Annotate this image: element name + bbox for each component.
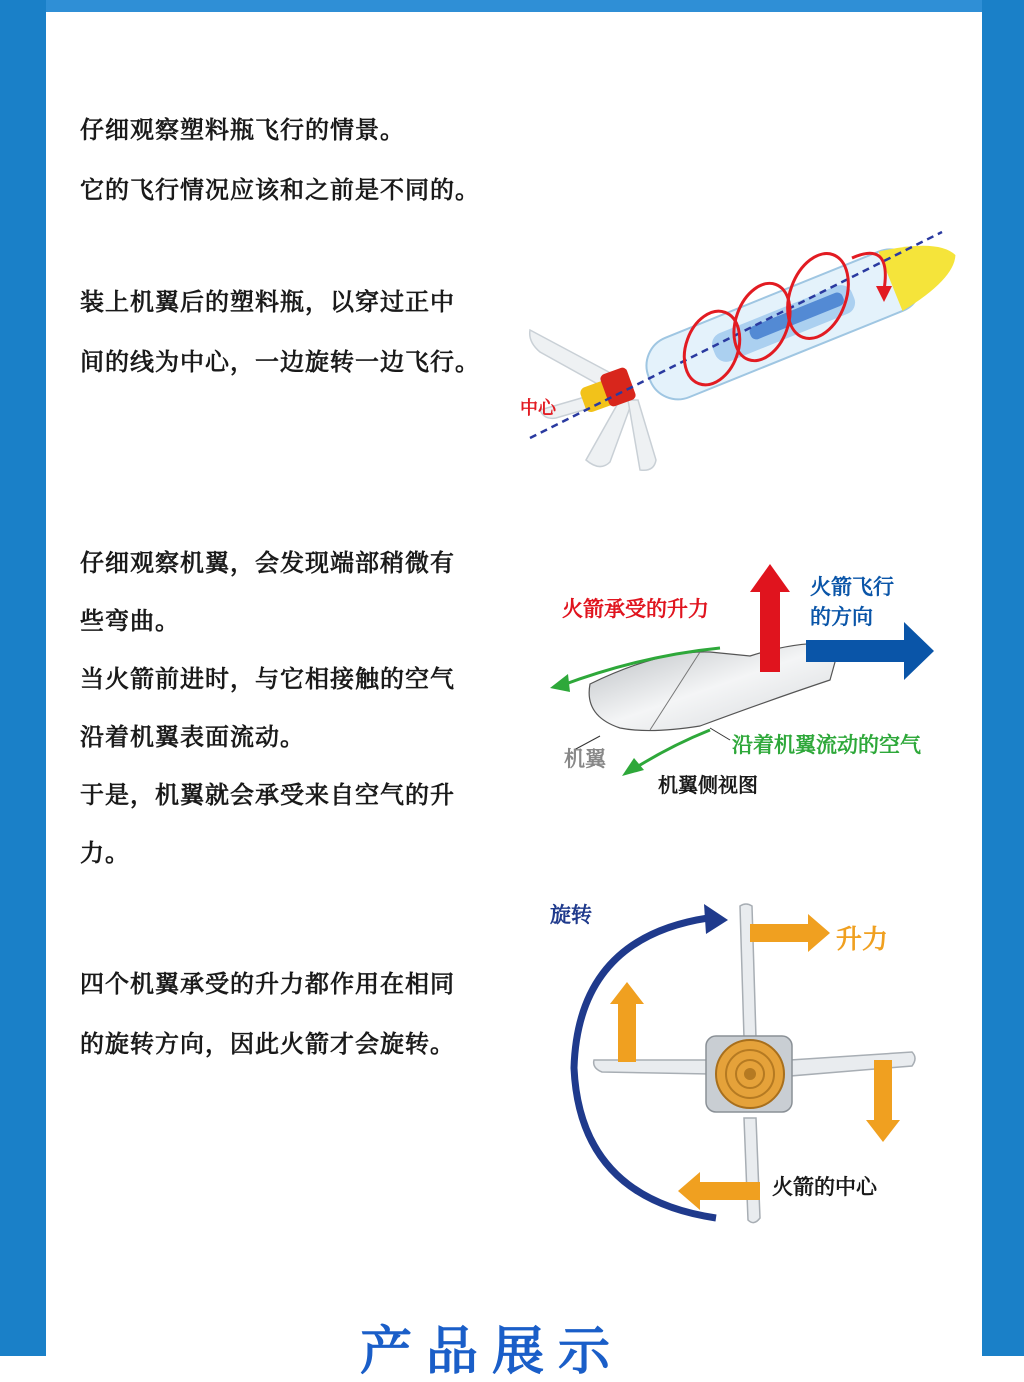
wing-line-1: 仔细观察机翼，会发现端部稍微有	[80, 549, 455, 577]
rotation-lift-paragraph	[80, 954, 455, 1074]
rotation-label: 旋转	[550, 903, 592, 927]
wing-line-5: 于是，机翼就会承受来自空气的升	[80, 781, 455, 809]
rocket-center-label: 火箭的中心	[772, 1175, 877, 1199]
wing-line-6: 力。	[80, 839, 130, 867]
rotation-lift-line-2: 的旋转方向，因此火箭才会旋转。	[80, 1030, 455, 1058]
wing-label: 机翼	[564, 747, 606, 771]
wing-line-3: 当火箭前进时，与它相接触的空气	[80, 665, 455, 693]
airflow-label: 沿着机翼流动的空气	[732, 733, 921, 757]
intro-line-1: 仔细观察塑料瓶飞行的情景。	[80, 116, 405, 144]
airflow-bottom-arrow	[632, 730, 710, 770]
product-showcase-title: 产品展示	[360, 1322, 625, 1382]
wing-paragraph	[80, 534, 455, 882]
rotation-line-2: 间的线为中心，一边旋转一边飞行。	[80, 348, 480, 376]
intro-paragraph	[80, 100, 480, 220]
four-wing-rotation-figure	[540, 888, 980, 1240]
lift-force-label: 升力	[836, 925, 889, 955]
wing-caption: 机翼侧视图	[658, 773, 758, 797]
rotation-paragraph	[80, 272, 480, 392]
lift-label: 火箭承受的升力	[562, 597, 709, 621]
top-header-bar	[46, 0, 982, 12]
wing-side-view-figure	[540, 560, 980, 810]
wing-line-4: 沿着机翼表面流动。	[80, 723, 305, 751]
direction-label-2: 的方向	[810, 605, 873, 629]
left-frame-bar	[0, 0, 46, 1356]
rotation-line-1: 装上机翼后的塑料瓶，以穿过正中	[80, 288, 455, 316]
rocket-center-hub	[706, 1036, 792, 1112]
center-label: 中心	[520, 398, 556, 419]
wing-line-2: 些弯曲。	[80, 607, 180, 635]
rocket-bottle	[637, 225, 960, 408]
rotation-lift-line-1: 四个机翼承受的升力都作用在相同	[80, 970, 455, 998]
right-frame-bar	[982, 0, 1024, 1356]
rocket-spin-figure	[500, 210, 960, 480]
intro-line-2: 它的飞行情况应该和之前是不同的。	[80, 176, 480, 204]
wing-shape	[589, 643, 840, 730]
direction-label-1: 火箭飞行	[810, 575, 894, 599]
